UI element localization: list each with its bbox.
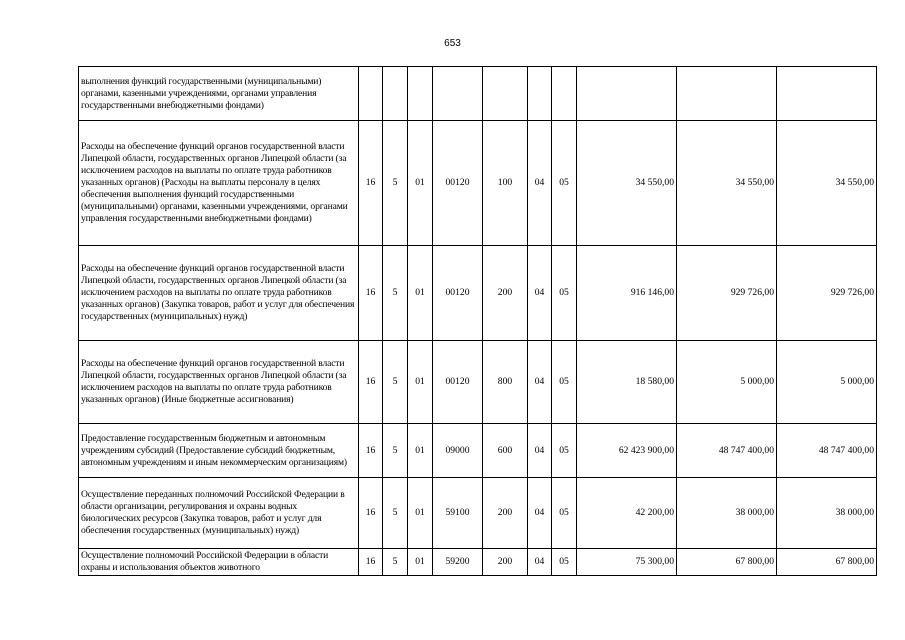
code-program: 5: [383, 424, 408, 478]
code-subprogram: 01: [408, 341, 433, 424]
amount-year-2: 38 000,00: [677, 478, 777, 549]
table-row: [79, 549, 877, 576]
code-admin: 16: [359, 246, 383, 341]
code-program: 5: [383, 341, 408, 424]
code-section: 04: [528, 246, 552, 341]
code-subprogram: 01: [408, 549, 433, 576]
code-expense-type: 100: [483, 121, 528, 246]
code-expense-type: 800: [483, 341, 528, 424]
code-direction: 09000: [433, 424, 483, 478]
amount-year-2: 929 726,00: [677, 246, 777, 341]
code-expense-type: [483, 67, 528, 121]
code-admin: 16: [359, 478, 383, 549]
amount-year-1: 62 423 900,00: [577, 424, 677, 478]
amount-year-3: 5 000,00: [777, 341, 877, 424]
code-program: 5: [383, 246, 408, 341]
code-admin: [359, 67, 383, 121]
table-row: [79, 478, 877, 549]
amount-year-2: 48 747 400,00: [677, 424, 777, 478]
amount-year-2: [677, 67, 777, 121]
code-admin: 16: [359, 424, 383, 478]
code-section: 04: [528, 549, 552, 576]
code-admin: 16: [359, 549, 383, 576]
amount-year-1: [577, 67, 677, 121]
row-description: Осуществление полномочий Российской Федерации в области охраны и использования объектов животного: [79, 549, 359, 576]
page-number: 653: [444, 38, 461, 49]
code-subsection: 05: [552, 478, 577, 549]
code-subsection: 05: [552, 246, 577, 341]
row-description: выполнения функций государственными (муниципальными) органами, казенными учреждениями, органами управления государственными внебюджетными фондами): [79, 67, 359, 121]
table-row: [79, 424, 877, 478]
amount-year-1: 916 146,00: [577, 246, 677, 341]
code-section: 04: [528, 478, 552, 549]
code-subprogram: 01: [408, 424, 433, 478]
amount-year-3: 48 747 400,00: [777, 424, 877, 478]
code-expense-type: 200: [483, 478, 528, 549]
amount-year-3: 38 000,00: [777, 478, 877, 549]
amount-year-2: 67 800,00: [677, 549, 777, 576]
code-subprogram: 01: [408, 246, 433, 341]
table-row: [79, 341, 877, 424]
amount-year-2: 5 000,00: [677, 341, 777, 424]
amount-year-3: [777, 67, 877, 121]
amount-year-1: 34 550,00: [577, 121, 677, 246]
code-subprogram: 01: [408, 121, 433, 246]
amount-year-3: 929 726,00: [777, 246, 877, 341]
code-direction: [433, 67, 483, 121]
code-subsection: 05: [552, 121, 577, 246]
amount-year-1: 75 300,00: [577, 549, 677, 576]
table-row: [79, 121, 877, 246]
budget-table: [78, 66, 877, 576]
code-direction: 00120: [433, 121, 483, 246]
code-direction: 59200: [433, 549, 483, 576]
code-section: 04: [528, 341, 552, 424]
code-program: 5: [383, 478, 408, 549]
row-description: Расходы на обеспечение функций органов государственной власти Липецкой области, государственных органов Липецкой области (за исключением расходов на выплаты по оплате труда работников указанных органов) (Иные бюджетные ассигнования): [79, 341, 359, 424]
row-description: Осуществление переданных полномочий Российской Федерации в области организации, регулирования и охраны водных биологических ресурсов (Закупка товаров, работ и услуг для обеспечения государственных (муниципальных) нужд): [79, 478, 359, 549]
code-expense-type: 200: [483, 549, 528, 576]
row-description: Расходы на обеспечение функций органов государственной власти Липецкой области, государственных органов Липецкой области (за исключением расходов на выплаты по оплате труда работников указанных органов) (Закупка товаров, работ и услуг для обеспечения государственных (муниципальных) нужд): [79, 246, 359, 341]
row-description: Расходы на обеспечение функций органов государственной власти Липецкой области, государственных органов Липецкой области (за исключением расходов на выплаты по оплате труда работников указанных органов) (Расходы на выплаты персоналу в целях обеспечения выполнения функций государственными (муниципальными) органами, казенными учреждениями, органами управления государственными внебюджетными фондами): [79, 121, 359, 246]
code-subsection: 05: [552, 549, 577, 576]
code-expense-type: 200: [483, 246, 528, 341]
amount-year-1: 42 200,00: [577, 478, 677, 549]
code-subprogram: 01: [408, 478, 433, 549]
code-direction: 59100: [433, 478, 483, 549]
code-subprogram: [408, 67, 433, 121]
code-direction: 00120: [433, 246, 483, 341]
row-description: Предоставление государственным бюджетным и автономным учреждениям субсидий (Предоставление субсидий бюджетным, автономным учреждениям и иным некоммерческим организациям): [79, 424, 359, 478]
amount-year-3: 34 550,00: [777, 121, 877, 246]
code-program: [383, 67, 408, 121]
table-row: [79, 67, 877, 121]
amount-year-3: 67 800,00: [777, 549, 877, 576]
code-section: [528, 67, 552, 121]
code-subsection: 05: [552, 424, 577, 478]
code-program: 5: [383, 121, 408, 246]
code-expense-type: 600: [483, 424, 528, 478]
code-subsection: 05: [552, 341, 577, 424]
code-admin: 16: [359, 341, 383, 424]
code-admin: 16: [359, 121, 383, 246]
amount-year-1: 18 580,00: [577, 341, 677, 424]
code-direction: 00120: [433, 341, 483, 424]
table-row: [79, 246, 877, 341]
code-program: 5: [383, 549, 408, 576]
code-section: 04: [528, 424, 552, 478]
code-subsection: [552, 67, 577, 121]
code-section: 04: [528, 121, 552, 246]
amount-year-2: 34 550,00: [677, 121, 777, 246]
